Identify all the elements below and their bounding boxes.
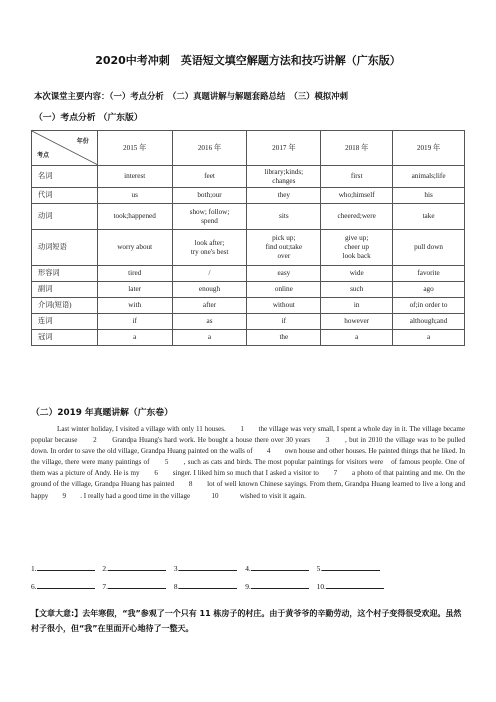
table-cell: after	[172, 298, 247, 314]
lesson-intro: 本次课堂主要内容：（一）考点分析 （二）真题讲解与解题套路总结 （三）模拟冲刺	[34, 91, 349, 101]
cloze-passage: Last winter holiday, I visited a village with only 11 houses. 1 the village was very small, I spent a whole day in it. The village became popular because 2 Grandpa Huang's hard work. He bought a house there over 30 years 3 , but in 2010 the village was to be pulled down. In order to save the old village, Grandpa Huang painted on the walls of 4 own house and other houses. He painted things that he liked. In the village, there were many paintings of 5 , such as cats and birds. The most popular paintings for visitors were of famous people. One of them was a picture of Andy. He is my 6 singer. I liked him so much that I asked a visitor to 7 a photo of that painting and me. On the ground of the village, Grandpa Huang has painted 8 lot of well known Chinese sayings. From them, Grandpa Huang learned to live a long and happy 9 . I really had a good time in the village 10 wished to visit it again.	[31, 425, 465, 500]
year-header: 2015 年	[97, 131, 172, 166]
year-header: 2017 年	[247, 131, 321, 166]
table-cell: who;himself	[321, 188, 393, 204]
year-header: 2019 年	[393, 131, 465, 166]
table-row	[32, 188, 465, 204]
row-label-cell: 形容词	[32, 266, 98, 282]
answer-blanks-row-2	[31, 581, 465, 591]
table-cell: however	[321, 314, 393, 330]
answer-blank[interactable]: 7.	[102, 581, 166, 591]
answer-blank[interactable]: 9.	[245, 581, 309, 591]
table-cell: /	[172, 266, 247, 282]
answer-blank[interactable]: 5.	[317, 563, 381, 573]
table-cell: took;happened	[97, 204, 172, 230]
table-cell: a	[393, 330, 465, 346]
table-cell: such	[321, 282, 393, 298]
table-cell: a	[321, 330, 393, 346]
table-cell: sits	[247, 204, 321, 230]
row-label-cell: 连词	[32, 314, 98, 330]
table-cell: in	[321, 298, 393, 314]
exam-points-table	[31, 130, 465, 346]
answer-blanks-row-1	[31, 563, 465, 573]
table-cell: the	[247, 330, 321, 346]
row-label-cell: 动词短语	[32, 230, 98, 266]
row-label-cell: 副词	[32, 282, 98, 298]
table-cell: if	[97, 314, 172, 330]
section-heading-analysis: （一）考点分析 （广东版）	[34, 113, 143, 123]
table-cell: favorite	[393, 266, 465, 282]
answer-blank[interactable]: 4.	[245, 563, 309, 573]
table-row	[32, 266, 465, 282]
answer-blank[interactable]: 6.	[31, 581, 95, 591]
table-cell: if	[247, 314, 321, 330]
table-cell: us	[97, 188, 172, 204]
table-cell: first	[321, 166, 393, 188]
table-cell: enough	[172, 282, 247, 298]
table-row	[32, 298, 465, 314]
table-cell: show; follow; spend	[172, 204, 247, 230]
year-header: 2018 年	[321, 131, 393, 166]
table-cell: without	[247, 298, 321, 314]
table-cell: both;our	[172, 188, 247, 204]
table-cell: with	[97, 298, 172, 314]
table-cell: a	[172, 330, 247, 346]
table-cell: his	[393, 188, 465, 204]
table-cell: as	[172, 314, 247, 330]
table-cell: take	[393, 204, 465, 230]
table-row	[32, 166, 465, 188]
answer-blank[interactable]: 2.	[102, 563, 166, 573]
table-cell: feet	[172, 166, 247, 188]
row-label-cell: 介词(短语)	[32, 298, 98, 314]
table-cell: although;and	[393, 314, 465, 330]
table-cell: online	[247, 282, 321, 298]
table-cell: of;in order to	[393, 298, 465, 314]
page-title: 2020中考冲刺 英语短文填空解题方法和技巧讲解（广东版）	[95, 54, 401, 67]
answer-blank[interactable]: 10.	[317, 581, 384, 591]
table-cell: look after; try one's best	[172, 230, 247, 266]
corner-label-point: 考点	[37, 152, 50, 159]
corner-label-year: 年份	[76, 138, 89, 145]
table-cell: tired	[97, 266, 172, 282]
answer-blank[interactable]: 8.	[174, 581, 238, 591]
table-cell: interest	[97, 166, 172, 188]
table-cell: give up; cheer up look back	[321, 230, 393, 266]
table-corner-cell	[32, 131, 98, 166]
table-row	[32, 282, 465, 298]
row-label-cell: 冠词	[32, 330, 98, 346]
answer-blank[interactable]: 1.	[31, 563, 95, 573]
table-cell: library;kinds; changes	[247, 166, 321, 188]
table-cell: they	[247, 188, 321, 204]
year-header: 2016 年	[172, 131, 247, 166]
row-label-cell: 代词	[32, 188, 98, 204]
table-cell: easy	[247, 266, 321, 282]
row-label-cell: 动词	[32, 204, 98, 230]
table-row	[32, 314, 465, 330]
table-row	[32, 204, 465, 230]
table-cell: cheered;were	[321, 204, 393, 230]
table-cell: pick up; find out;take over	[247, 230, 321, 266]
table-cell: pull down	[393, 230, 465, 266]
table-cell: animals;life	[393, 166, 465, 188]
table-cell: wide	[321, 266, 393, 282]
passage-summary: 【文章大意:】去年寒假，“我”参观了一个只有 11 栋房子的村庄。由于黄爷爷的辛勤劳动，这个村子变得很受欢迎。虽然村子很小，但“我”在里面开心地待了一整天。	[31, 609, 462, 633]
answer-blank[interactable]: 3.	[174, 563, 238, 573]
table-row	[32, 330, 465, 346]
table-body	[32, 166, 465, 346]
row-label-cell: 名词	[32, 166, 98, 188]
table-cell: later	[97, 282, 172, 298]
table-header-row	[32, 131, 465, 166]
table-cell: a	[97, 330, 172, 346]
section-heading-exam: （二）2019 年真题讲解（广东卷）	[31, 408, 173, 418]
table-cell: worry about	[97, 230, 172, 266]
table-cell: ago	[393, 282, 465, 298]
table-row	[32, 230, 465, 266]
